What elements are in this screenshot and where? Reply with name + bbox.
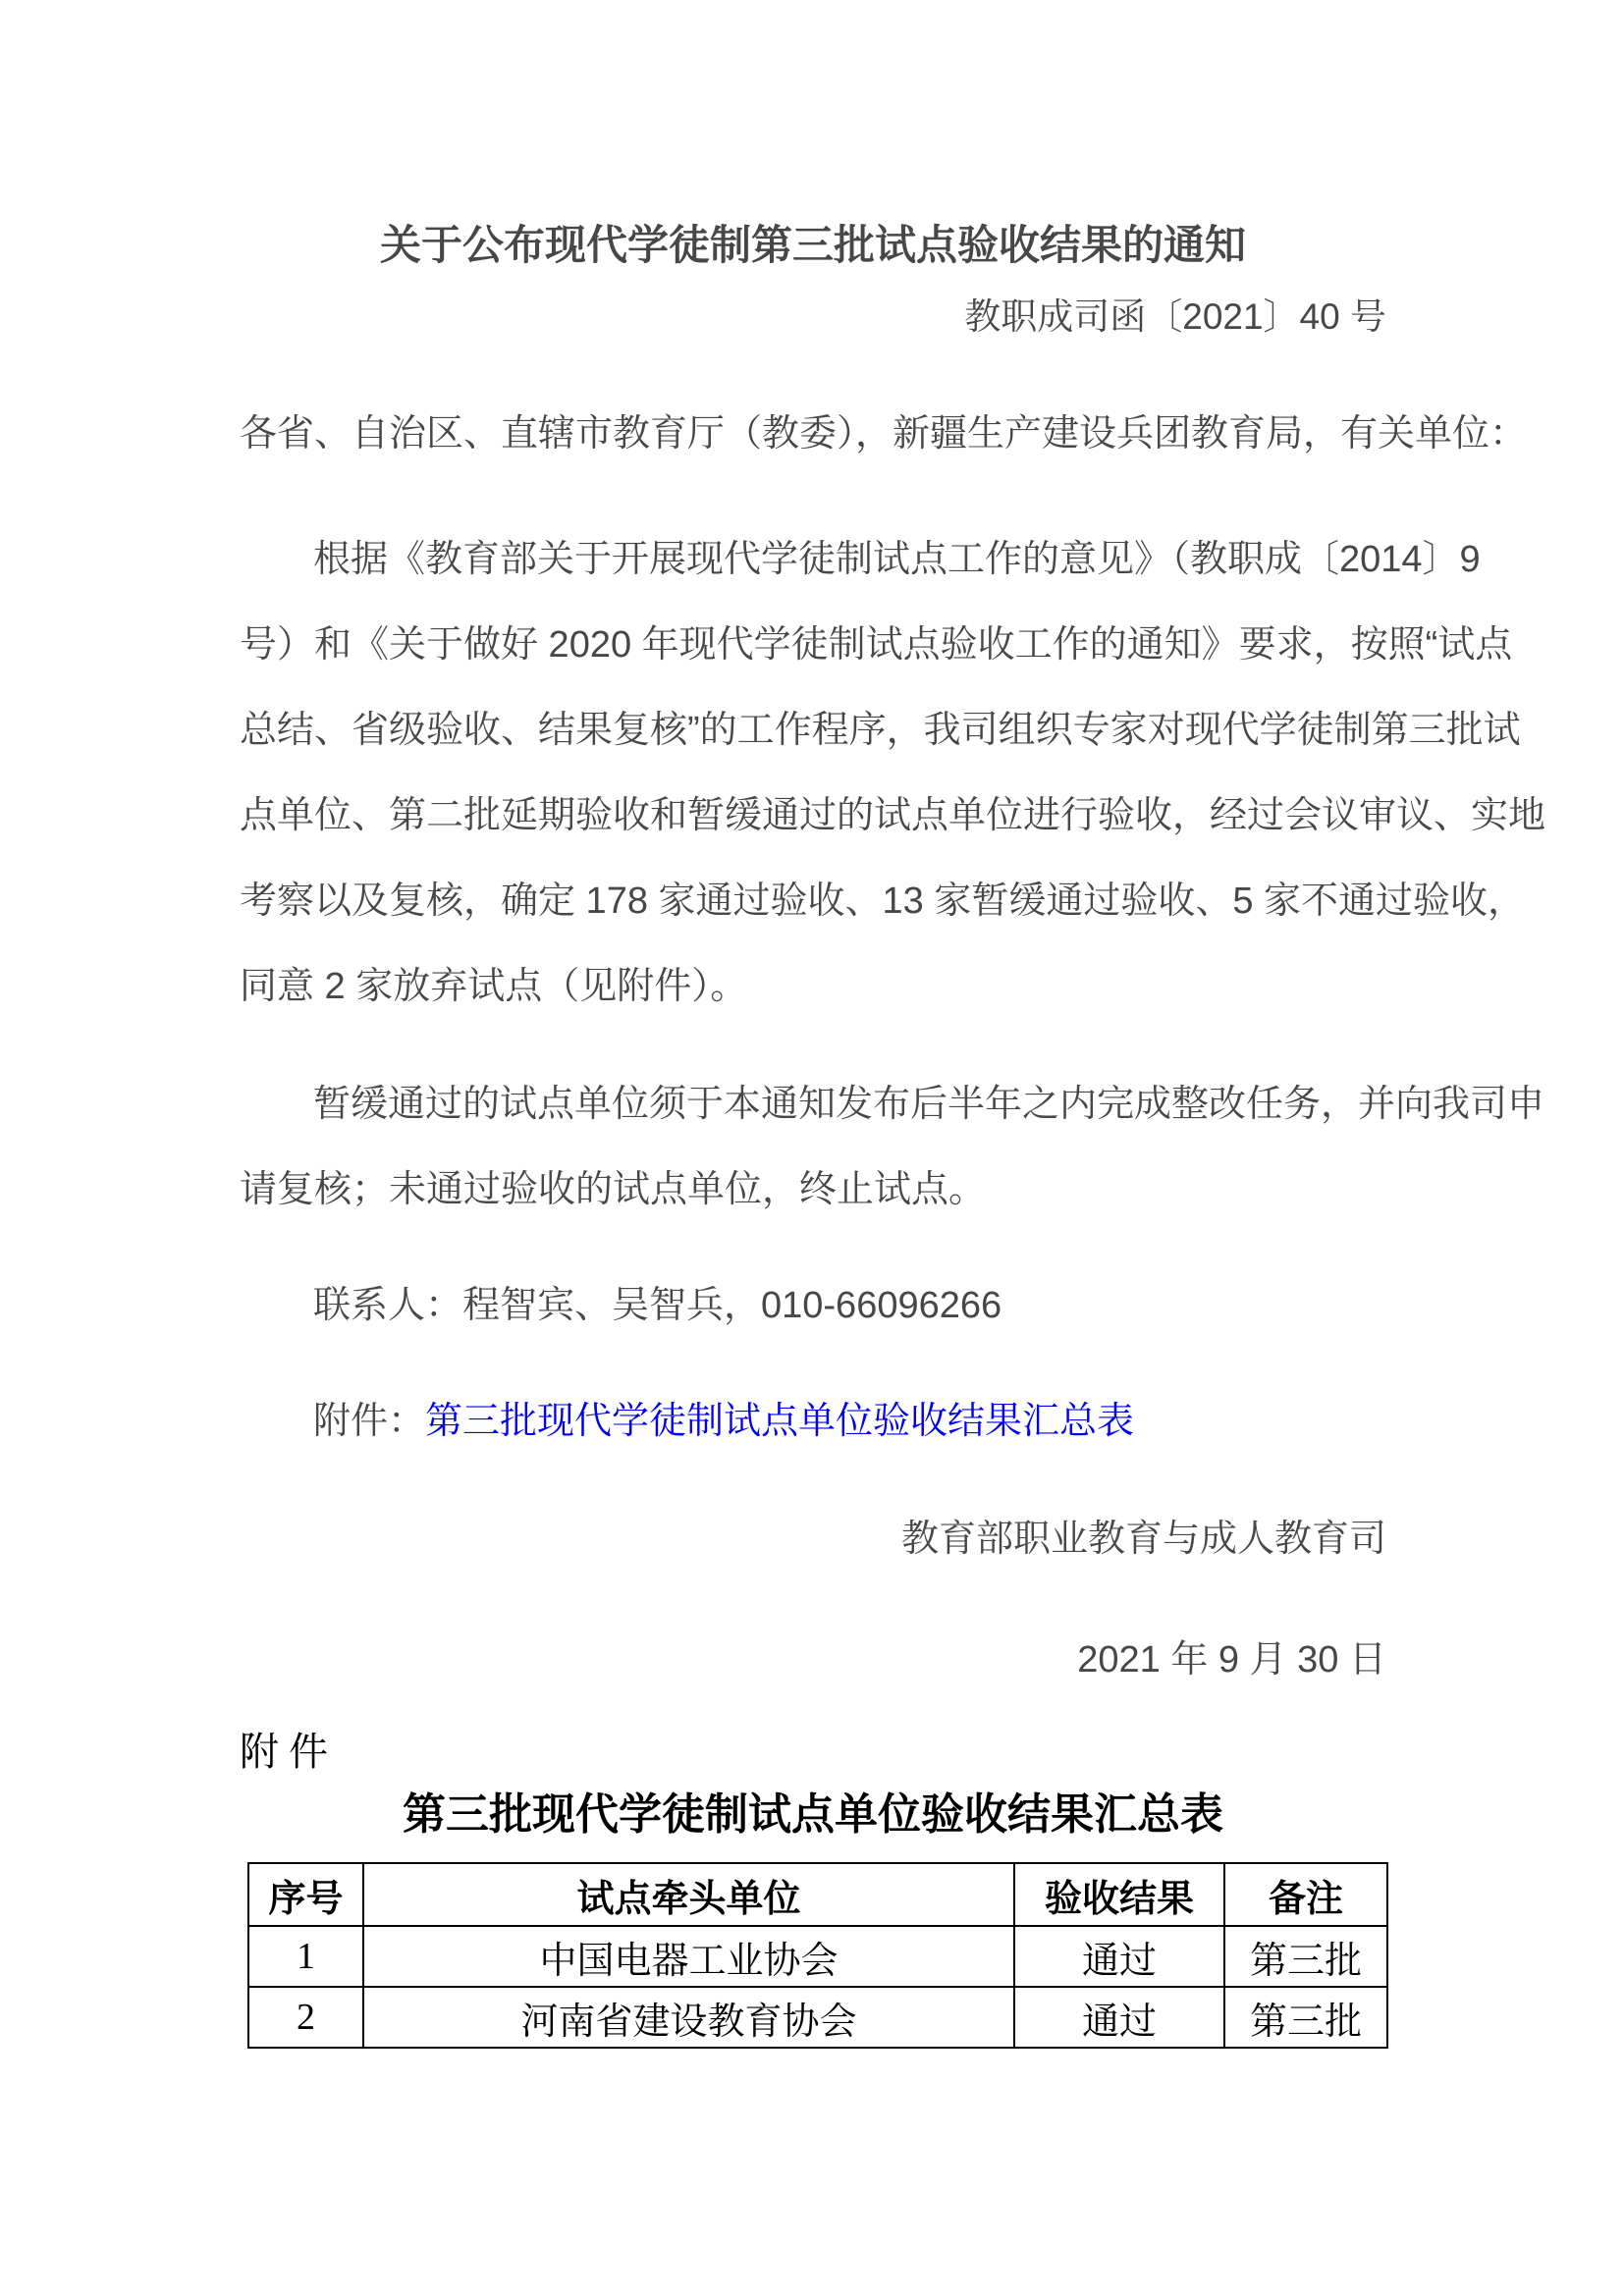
doc-number: 教职成司函〔2021〕40 号 — [964, 296, 1386, 337]
attachment-link[interactable]: 第三批现代学徒制试点单位验收结果汇总表 — [425, 1401, 1135, 1442]
paragraph-line: 号）和《关于做好 2020 年现代学徒制试点验收工作的通知》要求，按照“试点 — [240, 624, 1513, 666]
cell-seq: 1 — [248, 1926, 363, 1987]
acceptance-results-table — [247, 1862, 1388, 2049]
cell-unit: 河南省建设教育协会 — [363, 1987, 1014, 2048]
header-cell-result: 验收结果 — [1014, 1863, 1224, 1926]
salutation-line: 各省、自治区、直辖市教育厅（教委），新疆生产建设兵团教育局，有关单位： — [240, 413, 1528, 454]
issue-date: 2021 年 9 月 30 日 — [1077, 1639, 1386, 1681]
attachment-label: 附件： — [313, 1401, 426, 1442]
cell-unit: 中国电器工业协会 — [363, 1926, 1014, 1987]
appendix-table-title: 第三批现代学徒制试点单位验收结果汇总表 — [403, 1790, 1223, 1839]
paragraph-line: 点单位、第二批延期验收和暂缓通过的试点单位进行验收，经过会议审议、实地 — [240, 795, 1546, 836]
cell-seq: 2 — [248, 1987, 363, 2048]
header-cell-note: 备注 — [1224, 1863, 1387, 1926]
paragraph-line: 考察以及复核，确定 178 家通过验收、13 家暂缓通过验收、5 家不通过验收， — [240, 881, 1526, 922]
paragraph-line: 根据《教育部关于开展现代学徒制试点工作的意见》（教职成〔2014〕9 — [313, 539, 1481, 580]
header-cell-unit: 试点牵头单位 — [363, 1863, 1014, 1926]
paragraph-line: 总结、省级验收、结果复核”的工作程序，我司组织专家对现代学徒制第三批试 — [240, 710, 1521, 751]
cell-note: 第三批 — [1224, 1926, 1387, 1987]
paragraph-line: 同意 2 家放弃试点（见附件）。 — [240, 966, 748, 1007]
attachment-line — [240, 1379, 1386, 1465]
cell-result: 通过 — [1014, 1926, 1224, 1987]
table-row — [248, 1987, 1387, 2048]
cell-result: 通过 — [1014, 1987, 1224, 2048]
issuing-department: 教育部职业教育与成人教育司 — [900, 1519, 1386, 1560]
paragraph-line: 请复核；未通过验收的试点单位，终止试点。 — [240, 1169, 987, 1210]
table-row — [248, 1926, 1387, 1987]
paragraph-line: 暂缓通过的试点单位须于本通知发布后半年之内完成整改任务，并向我司申 — [313, 1084, 1545, 1125]
table-header-row — [248, 1863, 1387, 1926]
contact-line: 联系人：程智宾、吴智兵，010-66096266 — [313, 1285, 1002, 1326]
cell-note: 第三批 — [1224, 1987, 1387, 2048]
header-cell-seq: 序号 — [248, 1863, 363, 1926]
paragraph-2 — [240, 1062, 1545, 1233]
paragraph-1 — [240, 517, 1546, 1030]
appendix-label: 附 件 — [240, 1730, 328, 1774]
page-title: 关于公布现代学徒制第三批试点验收结果的通知 — [379, 222, 1246, 268]
